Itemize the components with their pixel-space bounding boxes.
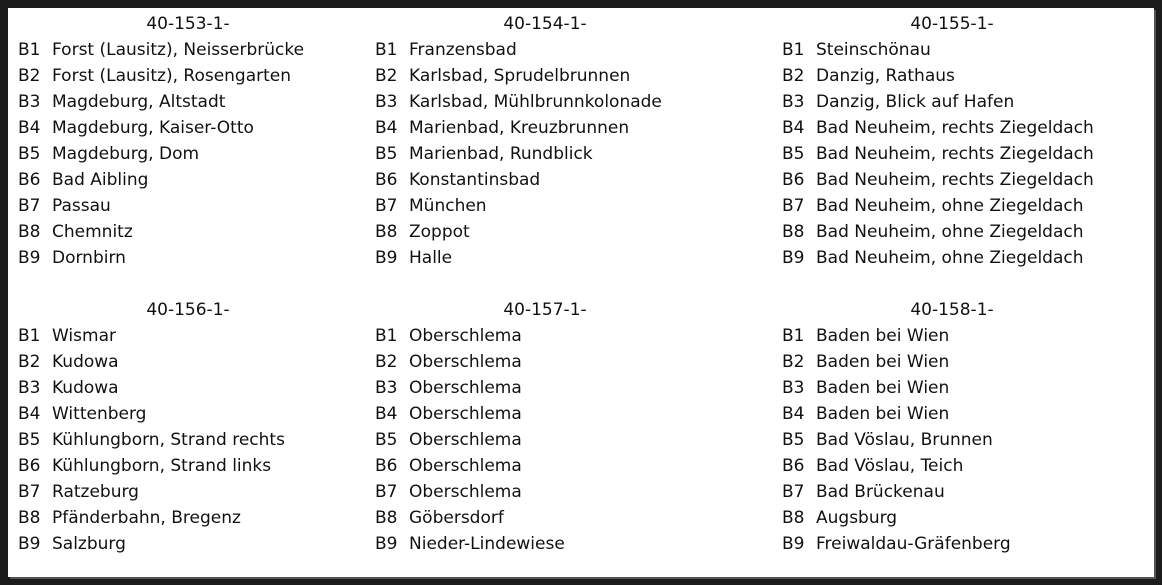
list-item bbox=[18, 375, 358, 401]
item-code: B5 bbox=[375, 430, 398, 450]
item-name: Danzig, Rathaus bbox=[816, 66, 955, 86]
item-code: B7 bbox=[782, 482, 805, 502]
item-name: Bad Neuheim, rechts Ziegeldach bbox=[816, 170, 1094, 190]
item-name: Wittenberg bbox=[52, 404, 147, 424]
item-name: Steinschönau bbox=[816, 40, 931, 60]
list-item bbox=[782, 245, 1122, 271]
item-name: Ratzeburg bbox=[52, 482, 139, 502]
item-code: B4 bbox=[375, 118, 398, 138]
list-item bbox=[782, 505, 1122, 531]
item-name: Bad Neuheim, ohne Ziegeldach bbox=[816, 196, 1084, 216]
list-item bbox=[18, 219, 358, 245]
item-code: B5 bbox=[375, 144, 398, 164]
item-name: Kühlungborn, Strand rechts bbox=[52, 430, 285, 450]
list-item bbox=[18, 401, 358, 427]
list-item bbox=[18, 245, 358, 271]
item-name: Nieder-Lindewiese bbox=[409, 534, 565, 554]
list-item bbox=[782, 219, 1122, 245]
list-item bbox=[375, 401, 715, 427]
section-heading: 40-155-1- bbox=[910, 14, 994, 34]
list-item bbox=[782, 37, 1122, 63]
item-code: B6 bbox=[375, 456, 398, 476]
item-name: Oberschlema bbox=[409, 326, 522, 346]
item-name: Magdeburg, Dom bbox=[52, 144, 200, 164]
item-name: Franzensbad bbox=[409, 40, 517, 60]
item-code: B9 bbox=[375, 534, 398, 554]
item-name: Dornbirn bbox=[52, 248, 126, 268]
item-code: B4 bbox=[782, 118, 805, 138]
item-code: B9 bbox=[375, 248, 398, 268]
item-code: B5 bbox=[782, 144, 805, 164]
item-name: Karlsbad, Mühlbrunnkolonade bbox=[409, 92, 662, 112]
item-code: B2 bbox=[782, 66, 805, 86]
item-name: Passau bbox=[52, 196, 111, 216]
item-code: B1 bbox=[782, 326, 805, 346]
item-code: B5 bbox=[782, 430, 805, 450]
item-name: Bad Neuheim, ohne Ziegeldach bbox=[816, 222, 1084, 242]
section-heading: 40-157-1- bbox=[503, 300, 587, 320]
item-code: B2 bbox=[782, 352, 805, 372]
item-code: B3 bbox=[782, 378, 805, 398]
section-heading: 40-156-1- bbox=[146, 300, 230, 320]
item-code: B1 bbox=[782, 40, 805, 60]
item-name: Oberschlema bbox=[409, 482, 522, 502]
item-code: B8 bbox=[18, 508, 41, 528]
item-name: Zoppot bbox=[409, 222, 470, 242]
item-name: Bad Neuheim, ohne Ziegeldach bbox=[816, 248, 1084, 268]
item-code: B1 bbox=[18, 40, 41, 60]
section-40-155 bbox=[782, 11, 1122, 271]
item-code: B4 bbox=[782, 404, 805, 424]
list-item bbox=[375, 37, 715, 63]
item-name: Oberschlema bbox=[409, 404, 522, 424]
item-name: Karlsbad, Sprudelbrunnen bbox=[409, 66, 631, 86]
item-code: B7 bbox=[18, 196, 41, 216]
item-name: Oberschlema bbox=[409, 456, 522, 476]
list-item bbox=[782, 453, 1122, 479]
item-name: Salzburg bbox=[52, 534, 126, 554]
list-item bbox=[375, 167, 715, 193]
section-heading: 40-154-1- bbox=[503, 14, 587, 34]
item-code: B2 bbox=[18, 66, 41, 86]
list-item bbox=[18, 167, 358, 193]
item-code: B4 bbox=[375, 404, 398, 424]
list-item bbox=[18, 193, 358, 219]
item-code: B6 bbox=[375, 170, 398, 190]
list-item bbox=[18, 323, 358, 349]
list-item bbox=[782, 323, 1122, 349]
item-name: Bad Aibling bbox=[52, 170, 149, 190]
item-code: B7 bbox=[18, 482, 41, 502]
list-item bbox=[18, 349, 358, 375]
list-item bbox=[18, 505, 358, 531]
item-name: Kühlungborn, Strand links bbox=[52, 456, 272, 476]
item-name: Wismar bbox=[52, 326, 116, 346]
item-code: B3 bbox=[18, 378, 41, 398]
item-name: Marienbad, Rundblick bbox=[409, 144, 593, 164]
item-name: Bad Neuheim, rechts Ziegeldach bbox=[816, 144, 1094, 164]
item-code: B6 bbox=[18, 456, 41, 476]
section-40-154 bbox=[375, 11, 715, 271]
item-name: Magdeburg, Altstadt bbox=[52, 92, 226, 112]
list-item bbox=[782, 349, 1122, 375]
list-item bbox=[375, 505, 715, 531]
item-name: Baden bei Wien bbox=[816, 378, 950, 398]
item-name: Freiwaldau-Gräfenberg bbox=[816, 534, 1011, 554]
item-code: B9 bbox=[18, 248, 41, 268]
item-name: Baden bei Wien bbox=[816, 352, 950, 372]
item-name: Forst (Lausitz), Rosengarten bbox=[52, 66, 292, 86]
item-name: Augsburg bbox=[816, 508, 898, 528]
list-item bbox=[18, 37, 358, 63]
list-item bbox=[18, 89, 358, 115]
item-code: B7 bbox=[782, 196, 805, 216]
list-item bbox=[782, 375, 1122, 401]
item-name: Bad Vöslau, Teich bbox=[816, 456, 964, 476]
list-item bbox=[375, 323, 715, 349]
item-code: B9 bbox=[18, 534, 41, 554]
item-name: Oberschlema bbox=[409, 378, 522, 398]
list-item bbox=[375, 115, 715, 141]
list-item bbox=[18, 531, 358, 557]
item-code: B1 bbox=[18, 326, 41, 346]
item-name: Konstantinsbad bbox=[409, 170, 541, 190]
item-name: Forst (Lausitz), Neisserbrücke bbox=[52, 40, 305, 60]
list-item bbox=[375, 479, 715, 505]
item-name: Göbersdorf bbox=[409, 508, 504, 528]
list-item bbox=[375, 349, 715, 375]
item-code: B3 bbox=[782, 92, 805, 112]
list-item bbox=[375, 219, 715, 245]
list-item bbox=[375, 63, 715, 89]
item-code: B5 bbox=[18, 144, 41, 164]
item-code: B4 bbox=[18, 118, 41, 138]
item-code: B6 bbox=[18, 170, 41, 190]
list-item bbox=[375, 427, 715, 453]
list-item bbox=[18, 115, 358, 141]
item-name: Oberschlema bbox=[409, 352, 522, 372]
item-code: B3 bbox=[375, 378, 398, 398]
list-item bbox=[18, 141, 358, 167]
list-item bbox=[18, 479, 358, 505]
item-name: Pfänderbahn, Bregenz bbox=[52, 508, 241, 528]
list-item bbox=[782, 89, 1122, 115]
item-name: Chemnitz bbox=[52, 222, 133, 242]
list-item bbox=[375, 141, 715, 167]
item-code: B2 bbox=[375, 66, 398, 86]
list-item bbox=[782, 401, 1122, 427]
list-item bbox=[18, 453, 358, 479]
item-name: Magdeburg, Kaiser-Otto bbox=[52, 118, 254, 138]
list-item bbox=[18, 427, 358, 453]
list-item bbox=[375, 89, 715, 115]
section-40-153 bbox=[18, 11, 358, 271]
section-heading: 40-153-1- bbox=[146, 14, 230, 34]
item-name: Marienbad, Kreuzbrunnen bbox=[409, 118, 630, 138]
item-code: B8 bbox=[375, 508, 398, 528]
item-code: B5 bbox=[18, 430, 41, 450]
list-item bbox=[375, 245, 715, 271]
item-code: B6 bbox=[782, 170, 805, 190]
document-sheet bbox=[8, 8, 1154, 577]
item-name: Danzig, Blick auf Hafen bbox=[816, 92, 1015, 112]
list-item bbox=[782, 167, 1122, 193]
item-code: B4 bbox=[18, 404, 41, 424]
item-code: B1 bbox=[375, 40, 398, 60]
item-code: B9 bbox=[782, 534, 805, 554]
list-item bbox=[782, 63, 1122, 89]
list-item bbox=[375, 193, 715, 219]
item-code: B3 bbox=[375, 92, 398, 112]
item-code: B7 bbox=[375, 482, 398, 502]
section-heading: 40-158-1- bbox=[910, 300, 994, 320]
list-item bbox=[375, 453, 715, 479]
item-code: B8 bbox=[782, 222, 805, 242]
item-code: B1 bbox=[375, 326, 398, 346]
item-code: B8 bbox=[18, 222, 41, 242]
item-name: Halle bbox=[409, 248, 453, 268]
item-name: Bad Brückenau bbox=[816, 482, 945, 502]
list-item bbox=[18, 63, 358, 89]
item-code: B6 bbox=[782, 456, 805, 476]
item-name: Bad Vöslau, Brunnen bbox=[816, 430, 993, 450]
item-code: B8 bbox=[375, 222, 398, 242]
item-code: B2 bbox=[18, 352, 41, 372]
item-code: B2 bbox=[375, 352, 398, 372]
section-40-157 bbox=[375, 297, 715, 557]
item-code: B8 bbox=[782, 508, 805, 528]
item-name: Kudowa bbox=[52, 352, 119, 372]
item-code: B7 bbox=[375, 196, 398, 216]
item-name: Bad Neuheim, rechts Ziegeldach bbox=[816, 118, 1094, 138]
item-name: München bbox=[409, 196, 487, 216]
list-item bbox=[375, 531, 715, 557]
list-item bbox=[782, 193, 1122, 219]
list-item bbox=[782, 141, 1122, 167]
item-name: Oberschlema bbox=[409, 430, 522, 450]
list-item bbox=[782, 115, 1122, 141]
item-name: Baden bei Wien bbox=[816, 326, 950, 346]
section-40-158 bbox=[782, 297, 1122, 557]
list-item bbox=[782, 531, 1122, 557]
section-40-156 bbox=[18, 297, 358, 557]
list-item bbox=[782, 427, 1122, 453]
list-item bbox=[375, 375, 715, 401]
list-item bbox=[782, 479, 1122, 505]
item-code: B3 bbox=[18, 92, 41, 112]
item-code: B9 bbox=[782, 248, 805, 268]
item-name: Kudowa bbox=[52, 378, 119, 398]
item-name: Baden bei Wien bbox=[816, 404, 950, 424]
